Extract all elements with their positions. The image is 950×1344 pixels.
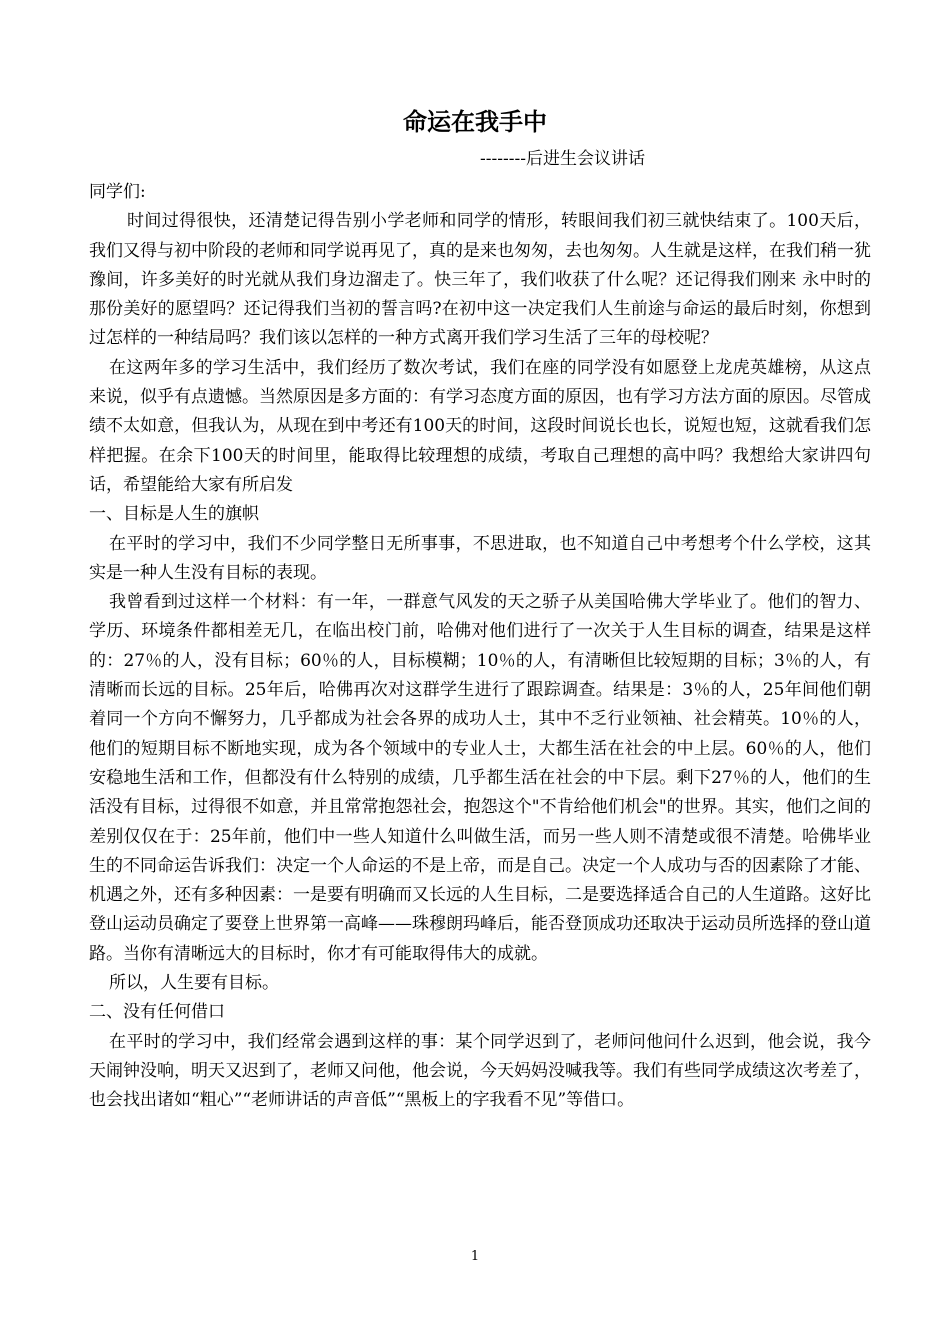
paragraph: 所以，人生要有目标。 <box>109 973 279 994</box>
paragraph: 我曾看到过这样一个材料：有一年，一群意气风发的天之骄子从美国哈佛大学毕业了。他们的智力、学历、环境条件都相差无几，在临出校门前，哈佛对他们进行了一次关于人生目标的调查，结果是这样的：27％的人，没有目标；60％的人，目标模糊；10％的人，有清晰但比较短期的目标；3％的人，有清晰而长远的目标。25年后，哈佛再次对这群学生进行了跟踪调查。结果是：3％的人，25年间他们朝着同一个方向不懈努力，几乎都成为社会各界的成功人士，其中不乏行业领袖、社会精英。10％的人，他们的短期目标不断地实现，成为各个领域中的专业人士，大都生活在社会的中上层。60％的人，他们安稳地生活和工作，但都没有什么特别的成绩，几乎都生活在社会的中下层。剩下27％的人，他们的生活没有目标，过得很不如意，并且常常抱怨社会，抱怨这个"不肯给他们机会"的世界。其实，他们之间的差别仅仅在于：25年前，他们中一些人知道什么叫做生活，而另一些人则不清楚或很不清楚。哈佛毕业生的不同命运告诉我们：决定一个人命运的不是上帝，而是自己。决定一个人成功与否的因素除了才能、机遇之外，还有多种因素：一是要有明确而又长远的人生目标，二是要选择适合自己的人生道路。这好比登山运动员确定了要登上世界第一高峰——珠穆朗玛峰后，能否登顶成功还取决于运动员所选择的登山道路。当你有清晰远大的目标时，你才有可能取得伟大的成就。 <box>89 592 871 964</box>
paragraph: 在这两年多的学习生活中，我们经历了数次考试，我们在座的同学没有如愿登上龙虎英雄榜，从这点来说，似乎有点遗憾。当然原因是多方面的：有学习态度方面的原因，也有学习方法方面的原因。尽管成绩不太如意，但我认为，从现在到中考还有100天的时间，这段时间说长也长，说短也短，这就看我们怎样把握。在余下100天的时间里，能取得比较理想的成绩，考取自己理想的高中吗？我想给大家讲四句话，希望能给大家有所启发 <box>89 357 871 495</box>
document-body <box>89 178 871 1116</box>
document-subtitle: --------后进生会议讲话 <box>480 149 645 169</box>
paragraph: 在平时的学习中，我们经常会遇到这样的事：某个同学迟到了，老师问他问什么迟到，他会说，我今天闹钟没响，明天又迟到了，老师又问他，他会说，今天妈妈没喊我等。我们有些同学成绩这次考差了，也会找出诸如“粗心”“老师讲话的声音低”“黑板上的字我看不见”等借口。 <box>89 1031 871 1111</box>
greeting: 同学们: <box>89 182 146 202</box>
document-title: 命运在我手中 <box>403 108 547 136</box>
section-heading: 二、没有任何借口 <box>89 1002 225 1023</box>
section-heading: 一、目标是人生的旗帜 <box>89 504 259 525</box>
paragraph: 在平时的学习中，我们不少同学整日无所事事，不思进取，也不知道自己中考想考个什么学校，这其实是一种人生没有目标的表现。 <box>89 533 871 583</box>
page-number: 1 <box>470 1249 480 1264</box>
paragraph: 时间过得很快，还清楚记得告别小学老师和同学的情形，转眼间我们初三就快结束了。100天后，我们又得与初中阶段的老师和同学说再见了，真的是来也匆匆，去也匆匆。人生就是这样，在我们稍一犹豫间，许多美好的时光就从我们身边溜走了。快三年了，我们收获了什么呢？还记得我们刚来 永中时的那份美好的愿望吗？还记得我们当初的誓言吗?在初中这一决定我们人生前途与命运的最后时刻，你想到过怎样的一种结局吗？我们该以怎样的一种方式离开我们学习生活了三年的母校呢？ <box>89 211 871 349</box>
